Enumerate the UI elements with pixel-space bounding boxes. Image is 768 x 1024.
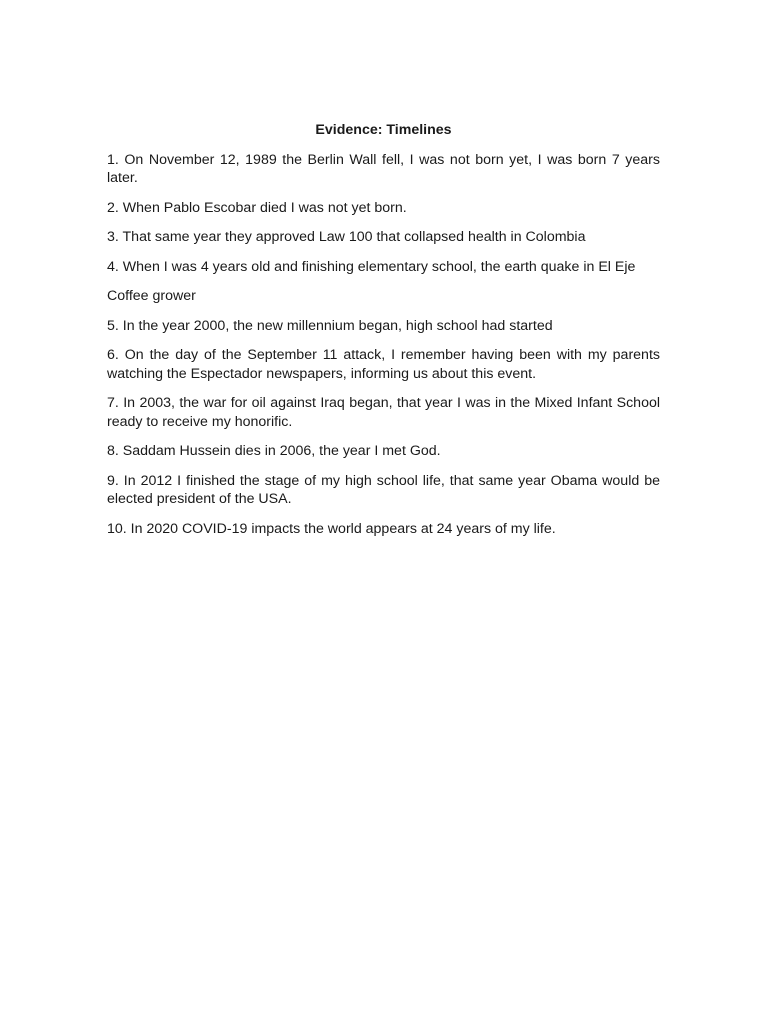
timeline-item-4-continuation: Coffee grower (107, 288, 196, 304)
document-body (107, 121, 660, 549)
timeline-item-9: 9. In 2012 I finished the stage of my high school life, that same year Obama would be elected president of the USA. (107, 472, 660, 507)
timeline-item-3: 3. That same year they approved Law 100 that collapsed health in Colombia (107, 229, 586, 245)
timeline-item-8: 8. Saddam Hussein dies in 2006, the year I met God. (107, 443, 441, 459)
timeline-item-6: 6. On the day of the September 11 attack, I remember having been with my parents watching the Espectador newspapers, informing us about this event. (107, 347, 660, 382)
timeline-item-7: 7. In 2003, the war for oil against Iraq began, that year I was in the Mixed Infant School ready to receive my honorific. (107, 395, 660, 430)
timeline-item-10: 10. In 2020 COVID-19 impacts the world appears at 24 years of my life. (107, 520, 556, 537)
timeline-item-1: 1. On November 12, 1989 the Berlin Wall fell, I was not born yet, I was born 7 years later. (107, 151, 660, 186)
timeline-item-2: 2. When Pablo Escobar died I was not yet born. (107, 199, 407, 216)
timeline-item-5: 5. In the year 2000, the new millennium began, high school had started (107, 317, 553, 334)
timeline-item-4: 4. When I was 4 years old and finishing elementary school, the earth quake in El Eje (107, 258, 636, 275)
document-title: Evidence: Timelines (315, 122, 452, 138)
